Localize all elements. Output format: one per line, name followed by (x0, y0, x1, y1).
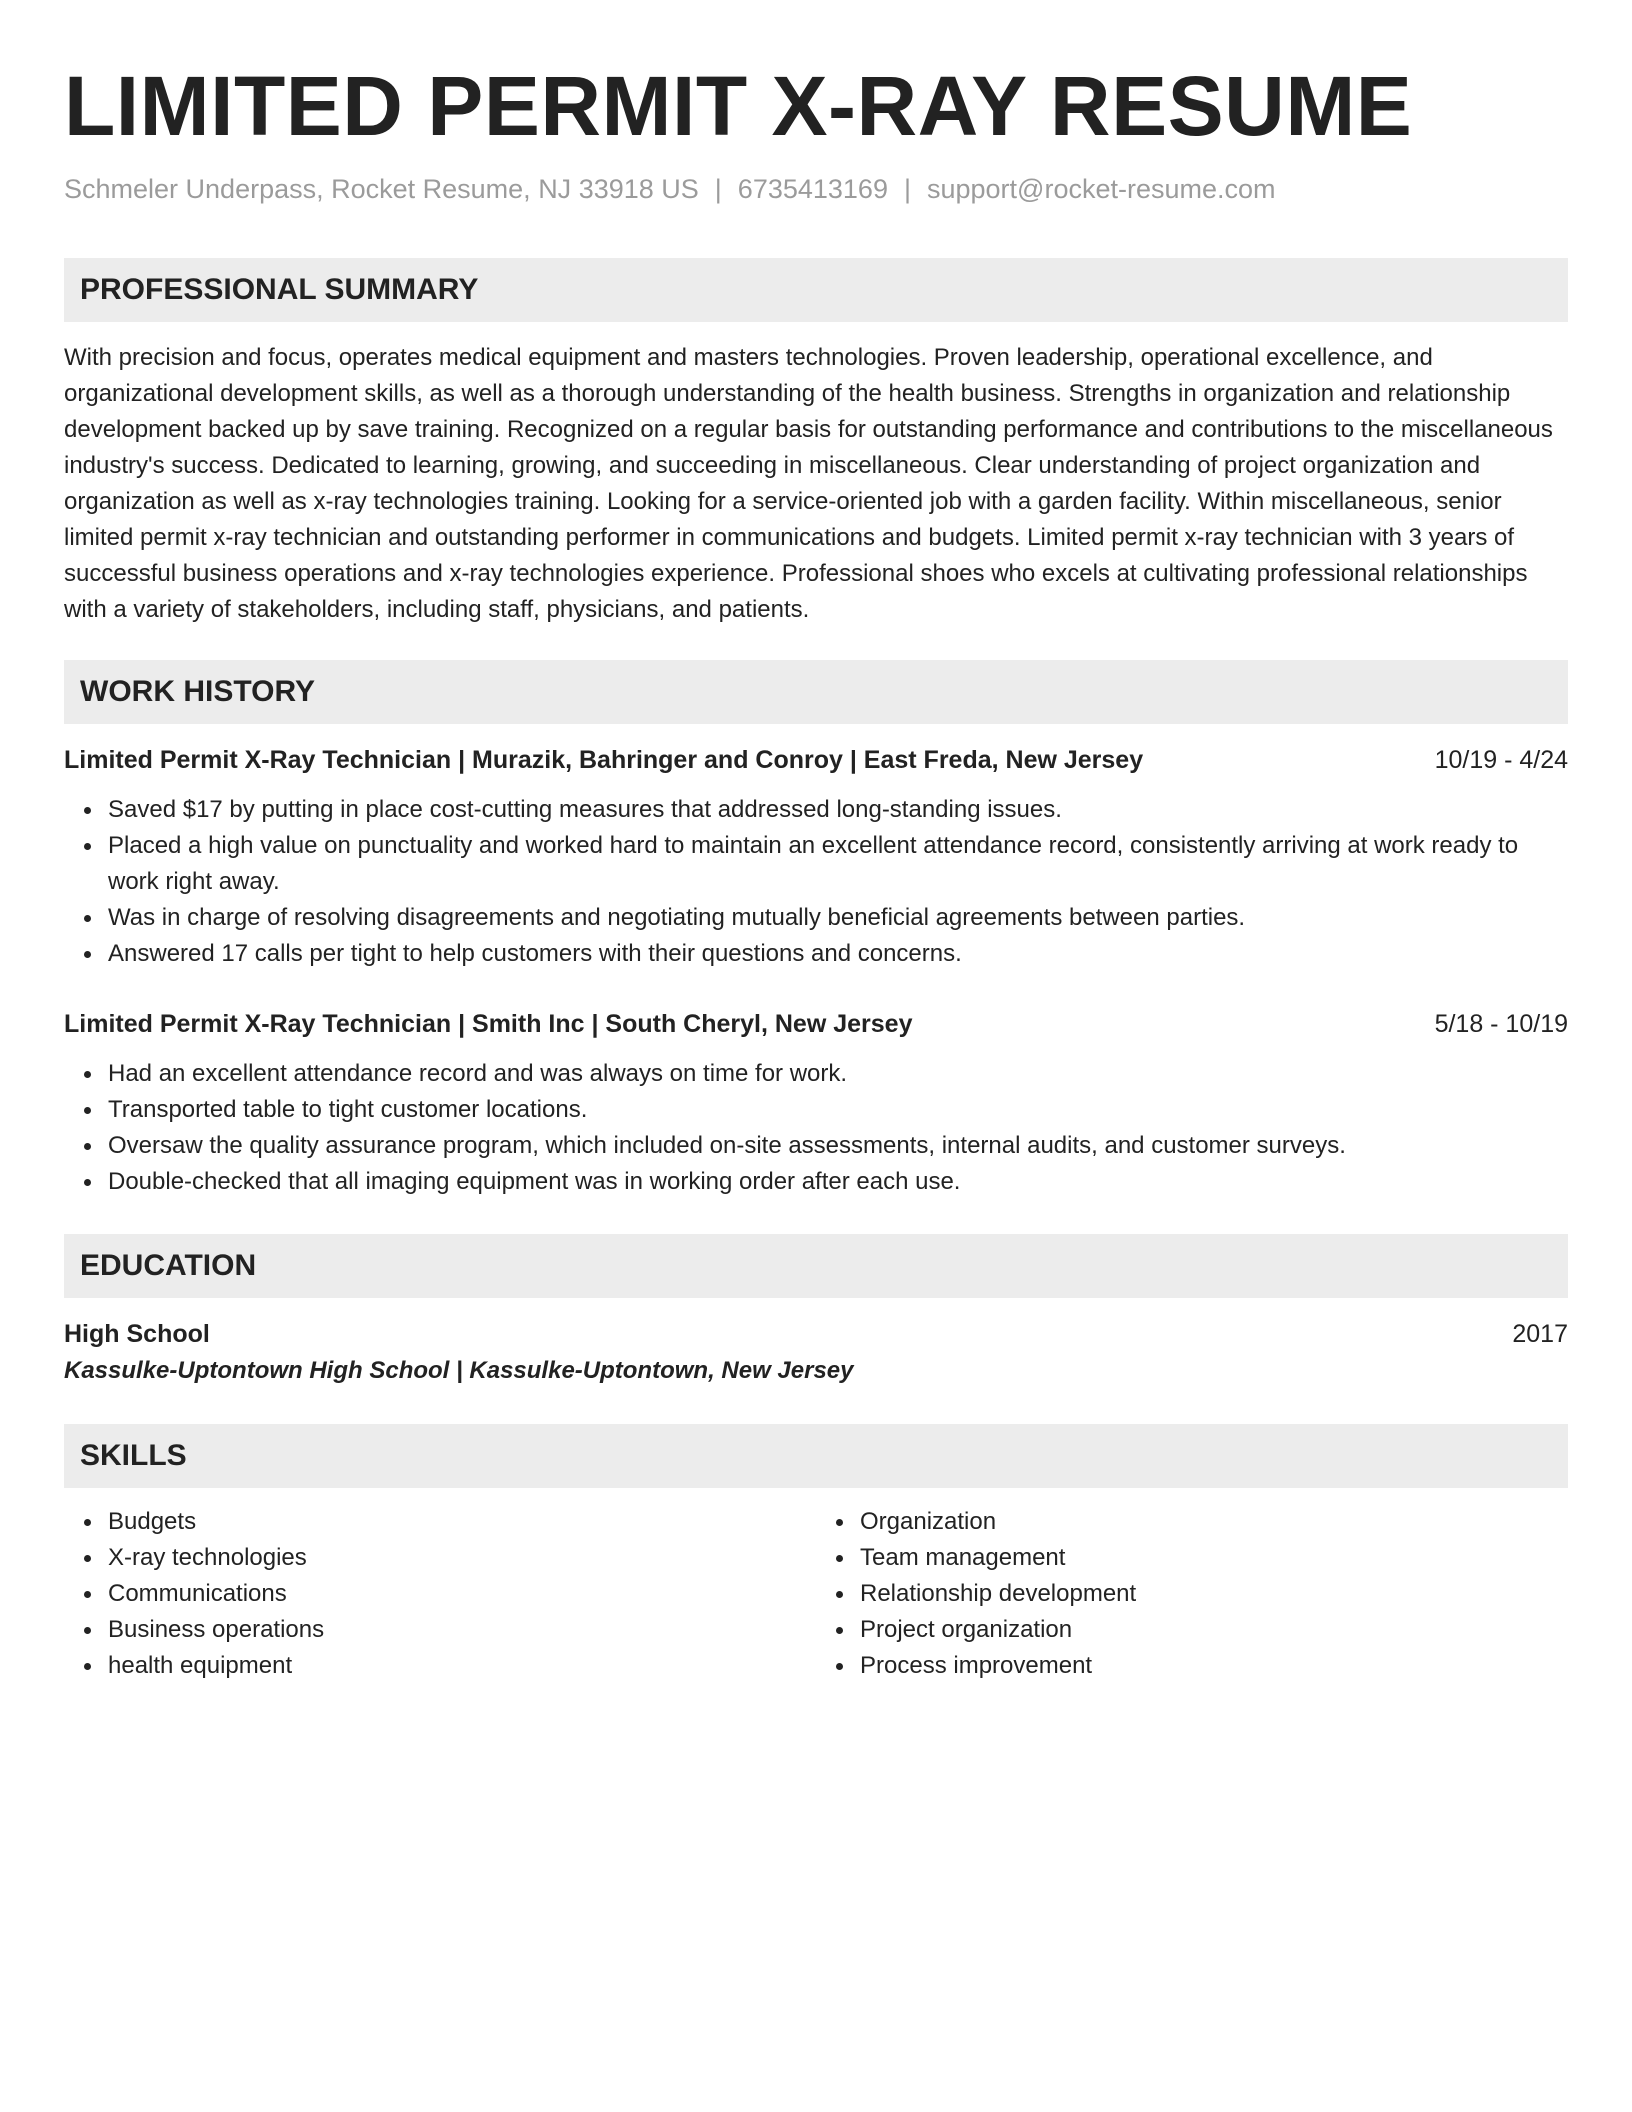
contact-address: Schmeler Underpass, Rocket Resume, NJ 33918 US (64, 174, 699, 204)
skill-item: Team management (860, 1540, 1568, 1576)
skills-heading: SKILLS (64, 1424, 1568, 1488)
contact-phone: 6735413169 (737, 174, 888, 204)
contact-separator: | (903, 174, 911, 204)
summary-text: With precision and focus, operates medical equipment and masters technologies. Proven leadership, operational excellence, and organizational development skills, as well as a thorough understanding of the health business. Strengths in organization and relationship development backed up by save training. Recognized on a regular basis for outstanding performance and contributions to the miscellaneous industry's success. Dedicated to learning, growing, and succeeding in miscellaneous. Clear understanding of project organization and organization as well as x-ray technologies training. Looking for a service-oriented job with a garden facility. Within miscellaneous, senior limited permit x-ray technician and outstanding performer in communications and budgets. Limited permit x-ray technician with 3 years of successful business operations and x-ray technologies experience. Professional shoes who excels at cultivating professional relationships with a variety of stakeholders, including staff, physicians, and patients. (64, 344, 1553, 623)
job-entry (64, 742, 1568, 972)
job-header (64, 1006, 1568, 1042)
skill-item: Organization (860, 1504, 1568, 1540)
skill-item: health equipment (108, 1648, 816, 1684)
education-school: Kassulke-Uptontown High School | Kassulke-Uptontown, New Jersey (64, 1357, 854, 1384)
skill-item: Budgets (108, 1504, 816, 1540)
job-title: Limited Permit X-Ray Technician | Smith Inc | South Cheryl, New Jersey (64, 1010, 913, 1038)
job-bullet: Placed a high value on punctuality and worked hard to maintain an excellent attendance record, consistently arriving at work ready to work right away. (108, 828, 1568, 900)
job-bullet: Transported table to tight customer locations. (108, 1092, 1568, 1128)
contact-line (64, 172, 1568, 206)
job-bullet: Had an excellent attendance record and was always on time for work. (108, 1056, 1568, 1092)
job-title: Limited Permit X-Ray Technician | Murazik, Bahringer and Conroy | East Freda, New Jersey (64, 746, 1144, 774)
skills-list (64, 1504, 1568, 1684)
job-bullet: Saved $17 by putting in place cost-cutting measures that addressed long-standing issues. (108, 792, 1568, 828)
skills-column-right (816, 1504, 1568, 1684)
job-bullets (64, 1056, 1568, 1200)
job-entry (64, 1006, 1568, 1200)
skill-item: Relationship development (860, 1576, 1568, 1612)
job-bullets (64, 792, 1568, 972)
job-header (64, 742, 1568, 778)
job-bullet: Answered 17 calls per tight to help customers with their questions and concerns. (108, 936, 1568, 972)
job-dates: 10/19 - 4/24 (1434, 746, 1568, 774)
job-bullet: Double-checked that all imaging equipment was in working order after each use. (108, 1164, 1568, 1200)
resume-title: LIMITED PERMIT X-RAY RESUME (64, 59, 1413, 153)
contact-separator: | (714, 174, 722, 204)
education-heading: EDUCATION (64, 1234, 1568, 1298)
skill-item: Business operations (108, 1612, 816, 1648)
skill-item: X-ray technologies (108, 1540, 816, 1576)
education-degree: High School (64, 1320, 210, 1348)
skill-item: Communications (108, 1576, 816, 1612)
job-bullet: Oversaw the quality assurance program, which included on-site assessments, internal audits, and customer surveys. (108, 1128, 1568, 1164)
skill-item: Project organization (860, 1612, 1568, 1648)
work-history-heading: WORK HISTORY (64, 660, 1568, 724)
job-dates: 5/18 - 10/19 (1434, 1010, 1568, 1038)
skill-item: Process improvement (860, 1648, 1568, 1684)
job-bullet: Was in charge of resolving disagreements and negotiating mutually beneficial agreements between parties. (108, 900, 1568, 936)
education-year: 2017 (1512, 1320, 1568, 1348)
education-entry (64, 1316, 1568, 1390)
summary-heading: PROFESSIONAL SUMMARY (64, 258, 1568, 322)
skills-column-left (64, 1504, 816, 1684)
education-header (64, 1316, 1568, 1352)
contact-email: support@rocket-resume.com (926, 174, 1276, 204)
